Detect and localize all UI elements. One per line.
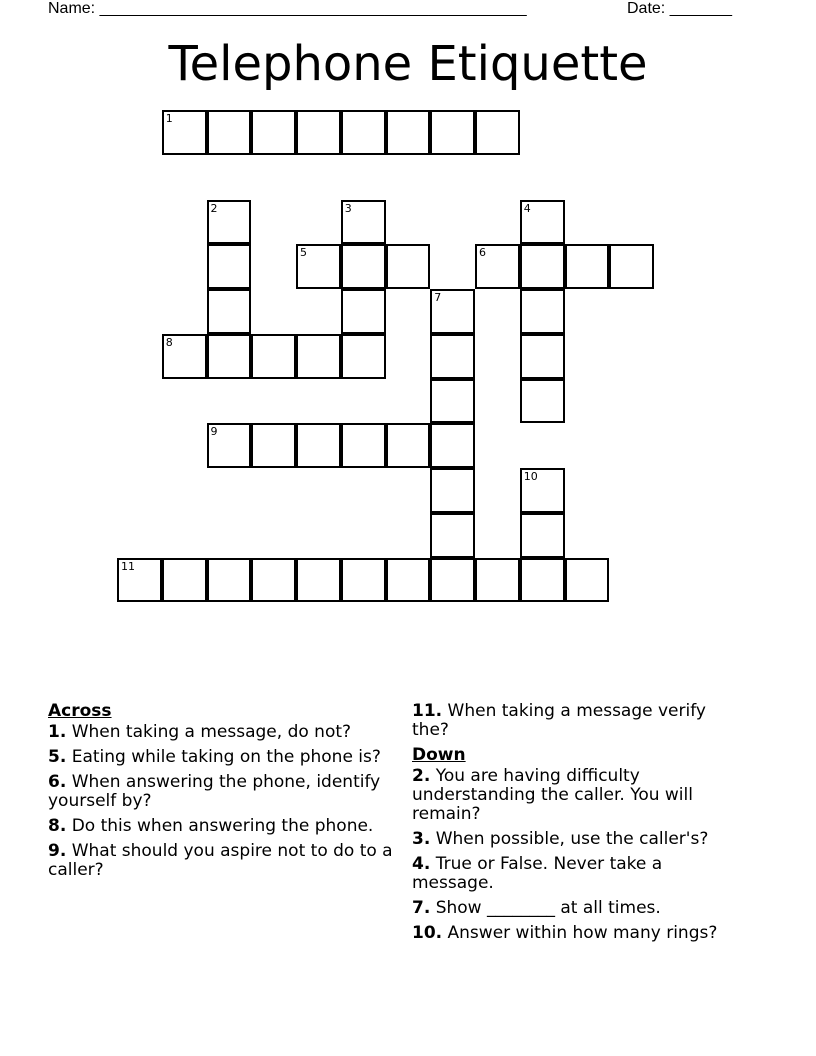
clue-across-5: [48, 748, 393, 767]
grid-cell[interactable]: [386, 244, 431, 289]
clue-text: Eating while taking on the phone is?: [66, 747, 381, 767]
grid-cell[interactable]: [296, 110, 341, 155]
clue-number: 9.: [48, 841, 67, 861]
grid-cell[interactable]: [341, 244, 386, 289]
cell-number: 7: [434, 291, 442, 304]
grid-cell[interactable]: [251, 334, 296, 379]
cell-number: 4: [523, 201, 531, 215]
name-field-label: Name: ________________________________________________: [48, 0, 527, 17]
clue-text: When taking a message, do not?: [66, 722, 352, 742]
cell-number: 5: [300, 246, 307, 260]
grid-cell[interactable]: [475, 244, 520, 289]
clue-number: 4.: [412, 854, 431, 874]
grid-cell[interactable]: [207, 334, 252, 379]
grid-cell[interactable]: [207, 423, 252, 468]
clue-text: Do this when answering the phone.: [66, 816, 374, 836]
grid-cell[interactable]: [430, 334, 475, 379]
grid-cell[interactable]: [430, 423, 475, 468]
clue-number: 6.: [48, 772, 67, 792]
cell-number: 9: [210, 425, 218, 439]
grid-cell[interactable]: [207, 244, 252, 289]
clue-text: What should you aspire not to do to a caller?: [48, 841, 393, 880]
grid-cell[interactable]: [341, 558, 386, 603]
grid-cell[interactable]: [296, 558, 341, 603]
grid-cell[interactable]: [207, 558, 252, 603]
grid-cell[interactable]: [207, 110, 252, 155]
clue-text: You are having difficulty understanding the caller. You will remain?: [412, 766, 693, 824]
grid-cell[interactable]: [207, 200, 252, 245]
clue-number: 3.: [412, 829, 431, 849]
grid-cell[interactable]: [520, 200, 565, 245]
clue-number: 2.: [412, 766, 431, 786]
grid-cell[interactable]: [117, 558, 162, 603]
clue-across-11: [412, 702, 747, 740]
down-heading: Down: [412, 745, 466, 765]
clue-text: Answer within how many rings?: [442, 923, 718, 943]
grid-cell[interactable]: [296, 244, 341, 289]
grid-cell[interactable]: [386, 423, 431, 468]
clue-number: 11.: [412, 701, 443, 721]
grid-cell[interactable]: [520, 513, 565, 558]
grid-cell[interactable]: [386, 110, 431, 155]
grid-cell[interactable]: [565, 244, 610, 289]
grid-cell[interactable]: [520, 558, 565, 603]
grid-cell[interactable]: [296, 334, 341, 379]
cell-number: 2: [210, 201, 218, 215]
grid-cell[interactable]: [341, 289, 386, 334]
clue-text: When taking a message verify the?: [412, 701, 706, 740]
grid-cell[interactable]: [430, 289, 475, 334]
grid-cell[interactable]: [251, 110, 296, 155]
grid-cell[interactable]: [162, 110, 207, 155]
clue-number: 10.: [412, 923, 443, 943]
cell-number: 8: [165, 335, 173, 349]
grid-cell[interactable]: [430, 379, 475, 424]
clue-text: When answering the phone, identify yourself by?: [48, 772, 381, 811]
cell-number: 1: [165, 112, 173, 125]
clue-across-9: [48, 842, 393, 880]
clue-across-1: [48, 723, 393, 742]
grid-cell[interactable]: [386, 558, 431, 603]
cell-number: 6: [479, 246, 486, 260]
date-field-label: Date: _______: [627, 0, 732, 17]
clue-across-8: [48, 817, 393, 836]
cell-number: 10: [523, 470, 538, 483]
cell-number: 11: [121, 559, 135, 573]
clue-down-4: [412, 855, 747, 893]
clues-column-right: [412, 702, 747, 949]
grid-cell[interactable]: [520, 379, 565, 424]
grid-cell[interactable]: [341, 423, 386, 468]
grid-cell[interactable]: [207, 289, 252, 334]
clue-number: 8.: [48, 816, 67, 836]
clue-across-6: [48, 773, 393, 811]
grid-cell[interactable]: [565, 558, 610, 603]
grid-cell[interactable]: [341, 200, 386, 245]
grid-cell[interactable]: [430, 513, 475, 558]
clues-column-left: [48, 702, 393, 886]
grid-cell[interactable]: [430, 558, 475, 603]
grid-cell[interactable]: [341, 334, 386, 379]
grid-cell[interactable]: [251, 558, 296, 603]
across-heading: Across: [48, 701, 112, 721]
clue-down-10: [412, 924, 747, 943]
grid-cell[interactable]: [609, 244, 654, 289]
clue-down-7: [412, 899, 747, 918]
grid-cell[interactable]: [341, 110, 386, 155]
grid-cell[interactable]: [520, 244, 565, 289]
grid-cell[interactable]: [162, 334, 207, 379]
clue-number: 1.: [48, 722, 67, 742]
page-title: Telephone Etiquette: [168, 36, 648, 92]
clue-text: When possible, use the caller's?: [430, 829, 709, 849]
grid-cell[interactable]: [430, 110, 475, 155]
cell-number: 3: [344, 201, 352, 215]
grid-cell[interactable]: [475, 110, 520, 155]
grid-cell[interactable]: [520, 334, 565, 379]
clue-down-2: [412, 767, 747, 824]
clue-text: Show ________ at all times.: [430, 898, 661, 918]
grid-cell[interactable]: [251, 423, 296, 468]
grid-cell[interactable]: [520, 468, 565, 513]
grid-cell[interactable]: [475, 558, 520, 603]
grid-cell[interactable]: [296, 423, 341, 468]
clue-down-3: [412, 830, 747, 849]
clue-number: 7.: [412, 898, 431, 918]
grid-cell[interactable]: [430, 468, 475, 513]
grid-cell[interactable]: [520, 289, 565, 334]
clue-text: True or False. Never take a message.: [412, 854, 663, 893]
clue-number: 5.: [48, 747, 67, 767]
grid-cell[interactable]: [162, 558, 207, 603]
